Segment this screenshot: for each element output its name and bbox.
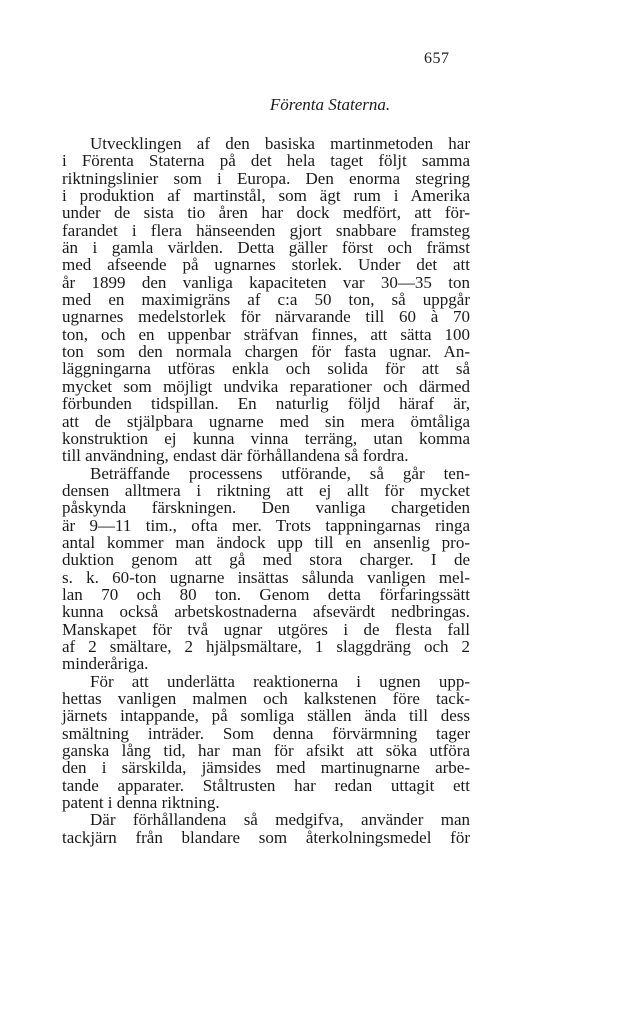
text-line: år 1899 den vanliga kapaciteten var 30—35 ton [62,272,470,292]
text-line: att de stjälpbara ugnarne med sin mera ömtåliga [62,411,470,431]
text-line: minderåriga. [62,654,149,674]
text-line: s. k. 60-ton ugnarne insättas sålunda vanligen mel- [62,567,470,587]
text-line: lan 70 och 80 ton. Genom detta förfaringssätt [62,584,470,604]
text-line: kunna också arbetskostnaderna afsevärdt nedbringas. [62,602,470,622]
text-line: den i särskilda, jämsides med martinugnarne arbe- [62,758,470,778]
text-line: i produktion af martinstål, som ägt rum i Amerika [62,186,470,206]
text-line: Beträffande processens utförande, så går ten- [90,463,470,483]
text-line: ton som den normala chargen för fasta ugnar. An- [62,342,470,362]
text-line: tackjärn från blandare som återkolningsmedel för [62,827,470,847]
text-line: smältning inträder. Som denna förvärmning tager [62,723,470,743]
text-line: i Förenta Staterna på det hela taget följt samma [62,151,470,171]
text-line: är 9—11 tim., ofta mer. Trots tappningarnas ringa [62,515,470,535]
text-line: än i gamla världen. Detta gäller först och främst [62,238,470,258]
text-line: påskynda färskningen. Den vanliga chargetiden [62,498,470,518]
text-line: ton, och en uppenbar sträfvan finnes, att sätta 100 [62,324,470,344]
text-line: med en maximigräns af c:a 50 ton, så uppgår [62,290,470,310]
text-line: tande apparater. Ståltrusten har redan uttagit ett [62,775,470,795]
text-line: riktningslinier som i Europa. Den enorma stegring [62,168,470,188]
text-line: Där förhållandena så medgifva, använder man [90,810,470,830]
body-text [62,135,470,846]
text-line: mycket som möjligt undvika reparationer och därmed [62,376,470,396]
section-title: Förenta Staterna. [269,95,391,114]
text-line: af 2 smältare, 2 hjälpsmältare, 1 slaggdräng och 2 [62,636,470,656]
text-line: med afseende på ugnarnes storlek. Under det att [62,255,470,275]
text-line: antal kommer man ändock upp till en ansenlig pro- [62,532,470,552]
page-number: 657 [424,50,450,67]
text-line: Manskapet för två ugnar utgöres i de flesta fall [62,619,470,639]
text-line: farandet i flera hänseenden gjort snabbare framsteg [62,220,470,240]
text-line: ganska lång tid, har man för afsikt att söka utföra [62,741,470,761]
text-line: järnets intappande, på somliga ställen ända till dess [62,706,470,726]
text-line: Utvecklingen af den basiska martinmetoden har [90,134,470,153]
text-line: patent i denna riktning. [62,793,220,813]
text-line: konstruktion ej kunna vinna terräng, utan komma [62,428,470,448]
text-line: ugnarnes medelstorlek för närvarande till 60 à 70 [62,307,470,327]
text-line: densen alltmera i riktning att ej allt för mycket [62,480,470,500]
text-line: läggningarna utföras enkla och solida för att så [62,359,470,379]
text-line: till användning, endast där förhållandena så fordra. [62,446,409,466]
text-line: hettas vanligen malmen och kalkstenen före tack- [62,689,470,708]
text-line: duktion genom att gå med stora charger. I de [62,550,470,570]
text-line: förbunden tidspillan. En naturlig följd häraf är, [62,394,470,414]
text-line: För att underlätta reaktionerna i ugnen upp- [90,671,470,691]
text-line: under de sista tio åren har dock medfört, att för- [62,203,470,223]
